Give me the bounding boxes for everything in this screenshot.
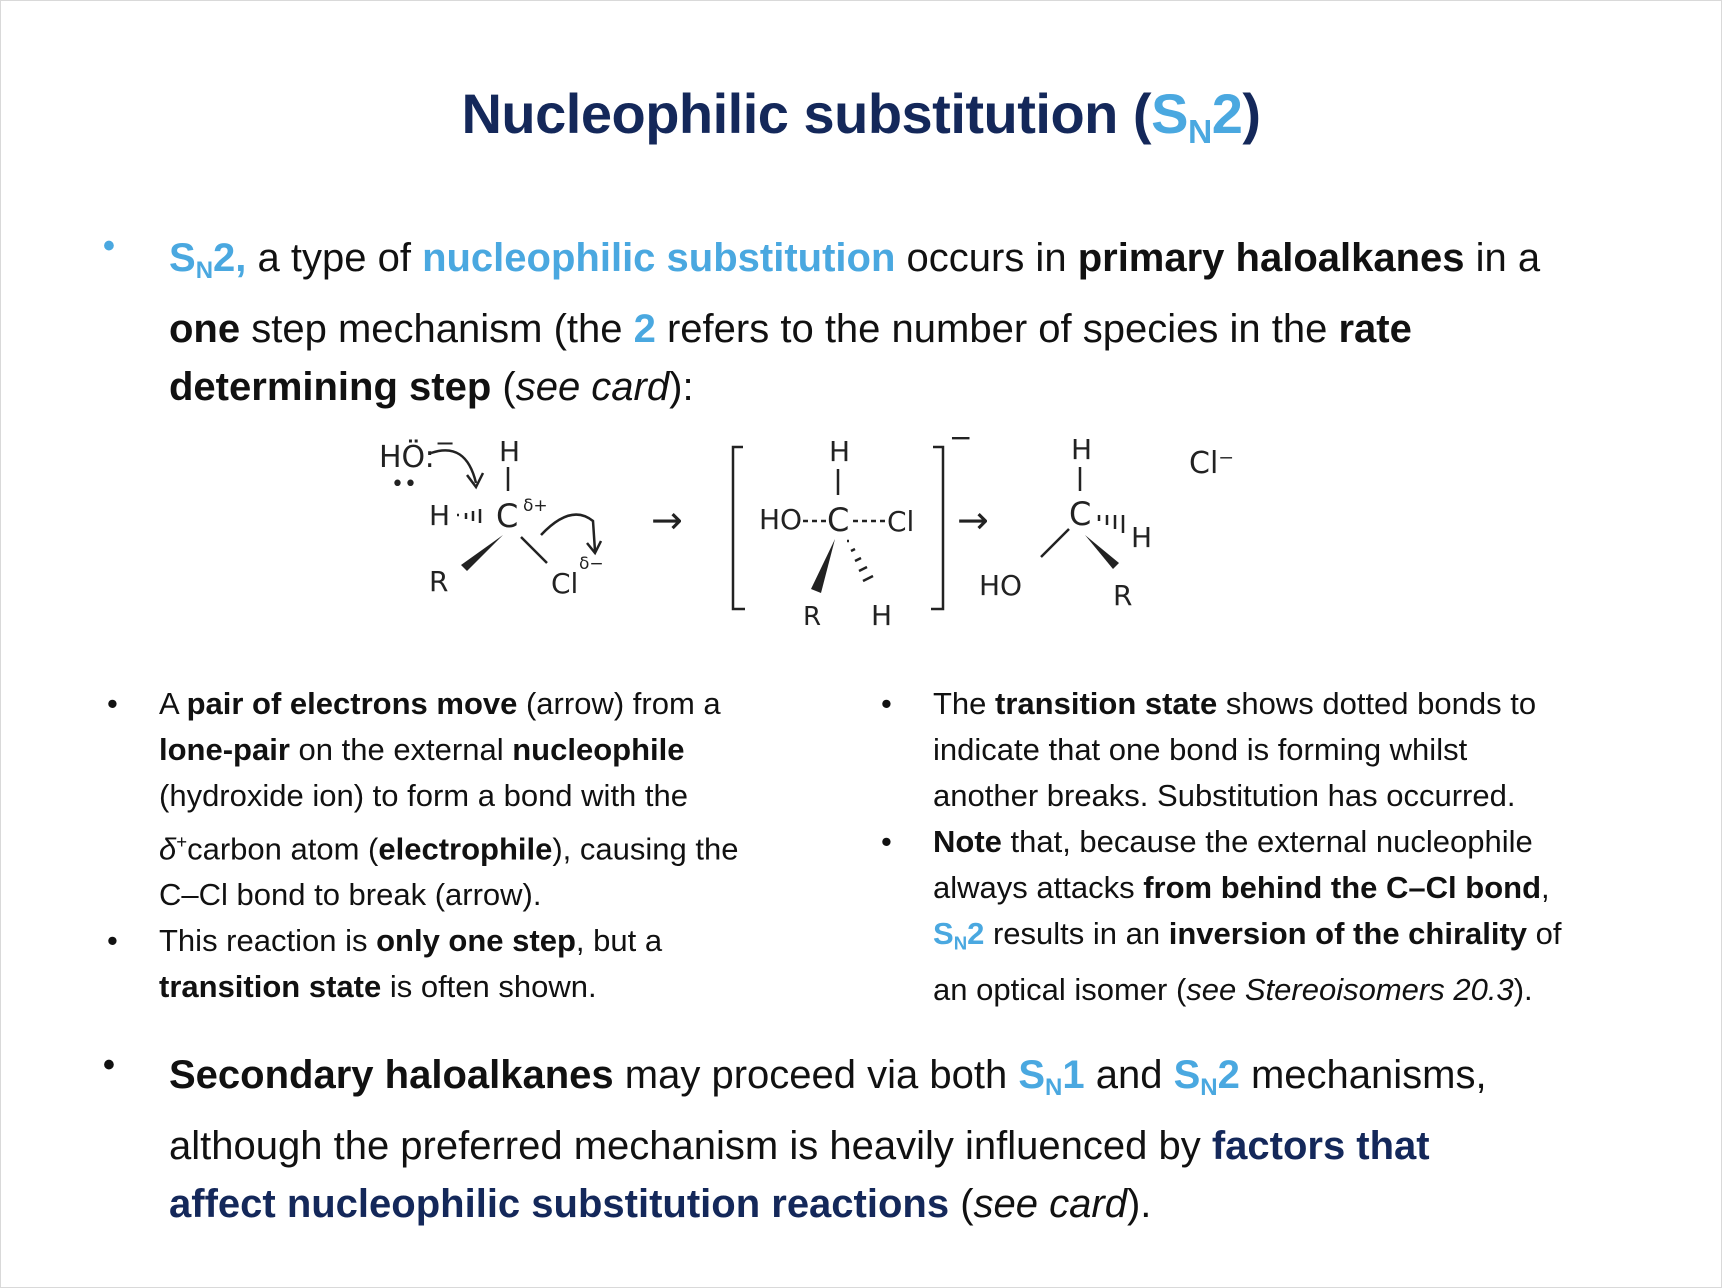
bold-run: inversion of the chirality <box>1168 916 1528 951</box>
reactant-h-top: H <box>499 435 521 468</box>
lone-pair-dots: •• <box>391 472 417 497</box>
text-run: shows dotted bonds to <box>1217 686 1537 721</box>
text-run: always attacks <box>933 870 1144 905</box>
hashed-bond <box>457 509 480 523</box>
bold-run: only one step <box>376 923 576 959</box>
sn-sub: N <box>953 932 968 954</box>
sn-sub: N <box>1045 1074 1063 1102</box>
bond-c-cl <box>521 537 547 563</box>
text-run: ( <box>949 1182 974 1227</box>
text-line <box>159 918 819 964</box>
title-number: 2 <box>1211 82 1243 145</box>
product <box>979 433 1152 612</box>
text-run: (arrow) from a <box>517 686 721 721</box>
bullet-dot: • <box>881 824 892 859</box>
bullet-dot: • <box>103 1046 115 1084</box>
product-carbon: C <box>1069 495 1092 533</box>
intro-line-3 <box>169 358 1629 416</box>
page-title <box>1 81 1721 152</box>
title-subscript: N <box>1187 114 1212 152</box>
bullet-dot: • <box>881 686 892 721</box>
text-run: is often shown. <box>381 969 597 1005</box>
intro-text: ( <box>491 365 516 410</box>
text-run: an optical isomer ( <box>933 971 1187 1007</box>
text-line <box>159 727 819 773</box>
intro-text: ): <box>669 365 694 410</box>
bold-run: Note <box>933 824 1002 859</box>
sn-s: S <box>1018 1053 1046 1097</box>
text-run: that, because the external nucleophile <box>1001 824 1533 859</box>
text-run: results in an <box>984 916 1169 951</box>
intro-text: in a <box>1464 236 1541 280</box>
text-line <box>159 819 819 872</box>
right-column <box>881 681 1633 1013</box>
intro-bold: one <box>169 307 241 352</box>
left-column <box>107 681 819 1010</box>
sn-s: S <box>169 236 196 280</box>
bold-run: pair of electrons move <box>186 686 518 721</box>
text-run: ). <box>1126 1182 1152 1227</box>
bold-run: transition state <box>159 969 382 1005</box>
intro-text: a type of <box>246 236 423 280</box>
nucleophile-charge: − <box>435 433 456 457</box>
reactant-r: R <box>429 565 449 598</box>
intro-text: refers to the number of species in the <box>655 307 1339 352</box>
text-run: ). <box>1513 971 1533 1007</box>
ts-wedge <box>811 539 835 593</box>
reaction-arrow-2: → <box>957 498 989 542</box>
nucleophile-label: HÖ: <box>379 440 435 475</box>
link-text: factors that <box>1211 1124 1430 1169</box>
intro-highlight: 2 <box>633 307 656 352</box>
product-hashed-bond <box>1099 515 1123 533</box>
text-line <box>933 911 1633 967</box>
ts-h-top: H <box>829 435 851 468</box>
reactant-h-left: H <box>429 499 451 532</box>
intro-line-1 <box>169 229 1629 300</box>
bracket-left <box>733 447 745 609</box>
product-r: R <box>1113 579 1133 612</box>
sn1-term <box>1018 1053 1085 1102</box>
mechanism-diagram <box>371 433 1371 643</box>
text-run: although the preferred mechanism is heavily influenced by <box>169 1124 1212 1169</box>
reactant-cl: Cl <box>551 567 579 600</box>
reactant <box>379 433 604 600</box>
bold-run: lone-pair <box>159 732 290 767</box>
text-run: , <box>1541 870 1550 905</box>
bold-run: nucleophile <box>512 732 685 767</box>
text-run: , but a <box>575 923 663 959</box>
sn-s: S <box>1173 1053 1201 1097</box>
chloride-ion: Cl⁻ <box>1189 446 1235 481</box>
bold-run: electrophile <box>378 831 553 867</box>
text-run: of <box>1527 916 1562 951</box>
sn-s: S <box>933 916 954 951</box>
text-line <box>933 865 1633 911</box>
sn-num: 2 <box>1217 1053 1240 1097</box>
text-run: A <box>159 686 187 721</box>
list-item <box>881 681 1633 819</box>
bullet-dot: • <box>103 227 115 265</box>
intro-text: step mechanism (the <box>240 307 634 352</box>
delta-minus: δ− <box>579 554 604 574</box>
secondary-line-1 <box>169 1046 1629 1117</box>
sn-num: 2 <box>967 916 985 951</box>
link-text: affect nucleophilic substitution reactions <box>169 1182 950 1227</box>
title-sn <box>1151 82 1243 152</box>
bullet-dot: • <box>107 686 118 721</box>
text-line: another breaks. Substitution has occurred. <box>933 778 1516 813</box>
list-item <box>107 681 819 918</box>
list-item <box>107 918 819 1010</box>
text-line <box>159 681 819 727</box>
reactant-carbon: C <box>496 497 519 535</box>
secondary-line-3 <box>169 1175 1629 1233</box>
intro-bold: primary haloalkanes <box>1077 236 1465 280</box>
text-line <box>933 819 1633 865</box>
secondary-paragraph <box>169 1046 1629 1233</box>
product-h-right: H <box>1131 521 1153 554</box>
text-run: mechanisms, <box>1239 1053 1487 1097</box>
text-line <box>159 964 819 1010</box>
bracket-right <box>931 447 943 609</box>
title-text: Nucleophilic substitution ( <box>461 82 1152 145</box>
text-line: (hydroxide ion) to form a bond with the <box>159 778 688 813</box>
ts-cl: Cl <box>887 505 915 538</box>
wedge-bond <box>461 535 503 571</box>
sn-sub: N <box>1200 1074 1218 1102</box>
superscript: + <box>176 831 188 852</box>
text-run: may proceed via both <box>613 1053 1019 1097</box>
product-bond-ho <box>1041 529 1069 557</box>
bold-run: transition state <box>995 686 1218 721</box>
product-ho: HO <box>979 569 1023 602</box>
text-line: indicate that one bond is forming whilst <box>933 732 1468 767</box>
reaction-arrow-1: → <box>651 498 683 542</box>
text-line: C–Cl bond to break (arrow). <box>159 877 542 913</box>
product-wedge <box>1085 535 1119 569</box>
text-run: carbon atom ( <box>187 831 379 867</box>
italic-run: see Stereoisomers 20.3 <box>1186 971 1514 1007</box>
sn-num: 2, <box>213 236 247 280</box>
ts-carbon: C <box>827 501 850 539</box>
text-line <box>933 967 1633 1013</box>
text-run: The <box>933 686 996 721</box>
title-s: S <box>1151 82 1188 145</box>
intro-text: occurs in <box>895 236 1078 280</box>
list-item <box>881 819 1633 1013</box>
intro-line-2 <box>169 300 1629 358</box>
bold-run: Secondary haloalkanes <box>169 1053 614 1097</box>
ts-ho: HO <box>759 503 803 536</box>
intro-highlight: nucleophilic substitution <box>422 236 896 280</box>
ts-charge: − <box>949 433 973 454</box>
text-run: This reaction is <box>159 923 377 959</box>
transition-state <box>733 433 972 632</box>
secondary-line-2 <box>169 1117 1629 1175</box>
intro-italic: see card <box>515 365 670 410</box>
text-run: and <box>1084 1053 1174 1097</box>
delta-symbol: δ <box>159 831 177 867</box>
bold-run: from behind the C–Cl bond <box>1143 870 1542 905</box>
text-run: on the external <box>289 732 513 767</box>
sn2-term <box>1173 1053 1240 1102</box>
intro-bold: rate <box>1338 307 1412 352</box>
text-line <box>933 681 1633 727</box>
sn2-term <box>933 916 985 954</box>
text-run: ), causing the <box>552 831 739 867</box>
bullet-dot: • <box>107 923 118 959</box>
ts-h-bottom: H <box>871 599 893 632</box>
title-close: ) <box>1242 82 1261 145</box>
delta-plus: δ+ <box>523 496 548 516</box>
italic-run: see card <box>973 1182 1127 1227</box>
sn2-term <box>169 236 247 285</box>
sn-num: 1 <box>1062 1053 1085 1097</box>
product-h-top: H <box>1071 433 1093 466</box>
intro-paragraph <box>169 229 1629 416</box>
intro-bold: determining step <box>169 365 492 410</box>
ts-hashed-bond <box>847 541 873 581</box>
sn-sub: N <box>195 257 214 285</box>
ts-r: R <box>803 602 822 632</box>
curly-arrow-2 <box>541 515 595 551</box>
